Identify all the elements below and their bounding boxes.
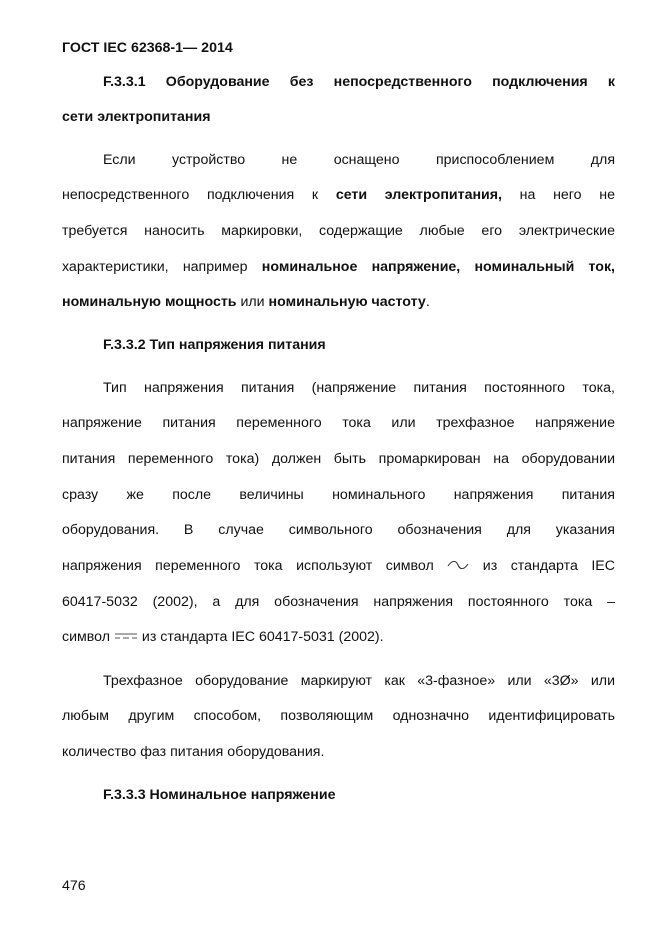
paragraph-line: любым другим способом, позволяющим однозначно идентифицировать <box>62 708 615 724</box>
term-rated-frequency: номинальную частоту <box>268 294 426 310</box>
text-span: символ <box>62 629 111 645</box>
paragraph-line <box>62 557 615 575</box>
text-span: напряжения переменного тока используют символ <box>62 558 434 574</box>
section-heading-f331-line2: сети электропитания <box>62 109 211 125</box>
text-span: или <box>236 294 269 310</box>
paragraph-line: требуется наносить маркировки, содержащие любые его электрические <box>62 223 615 239</box>
term-rated-power: номинальную мощность <box>62 294 237 310</box>
paragraph-line: Трехфазное оборудование маркируют как «3-фазное» или «3Ø» или <box>103 673 615 689</box>
page-number: 476 <box>62 878 86 894</box>
paragraph-line: оборудования. В случае символьного обозначения для указания <box>62 522 615 538</box>
text-span: из стандарта IEC 60417-5031 (2002). <box>141 629 384 645</box>
paragraph-line: напряжение питания переменного тока или трехфазное напряжение <box>62 415 615 431</box>
dc-line-icon <box>114 628 138 646</box>
section-heading-f333: F.3.3.3 Номинальное напряжение <box>103 787 336 803</box>
paragraph-line: сразу же после величины номинального напряжения питания <box>62 487 615 503</box>
text-span: из стандарта IEC <box>482 558 615 574</box>
section-heading-f331-line1: F.3.3.1 Оборудование без непосредственного подключения к <box>103 74 615 90</box>
ac-sine-wave-icon <box>447 557 469 575</box>
paragraph-line <box>62 186 615 204</box>
section-heading-f332: F.3.3.2 Тип напряжения питания <box>103 337 326 353</box>
text-span: непосредственного подключения к <box>62 187 336 203</box>
paragraph-line: питания переменного тока) должен быть промаркирован на оборудовании <box>62 451 615 467</box>
text-span: . <box>425 294 430 310</box>
paragraph-line <box>62 628 615 646</box>
paragraph-line: 60417-5032 (2002), а для обозначения напряжения постоянного тока – <box>62 594 615 610</box>
text-span: на него не <box>501 187 615 203</box>
paragraph-line: Если устройство не оснащено приспособлением для <box>103 152 615 168</box>
paragraph-line: количество фаз питания оборудования. <box>62 744 325 760</box>
paragraph-line <box>62 293 615 311</box>
text-span: характеристики, например <box>62 259 262 275</box>
document-header: ГОСТ IEC 62368-1— 2014 <box>62 40 233 56</box>
term-mains: сети электропитания, <box>335 187 502 203</box>
term-rated-values: номинальное напряжение, номинальный ток, <box>261 259 615 275</box>
paragraph-line <box>62 258 615 276</box>
paragraph-line: Тип напряжения питания (напряжение питания постоянного тока, <box>103 380 615 396</box>
